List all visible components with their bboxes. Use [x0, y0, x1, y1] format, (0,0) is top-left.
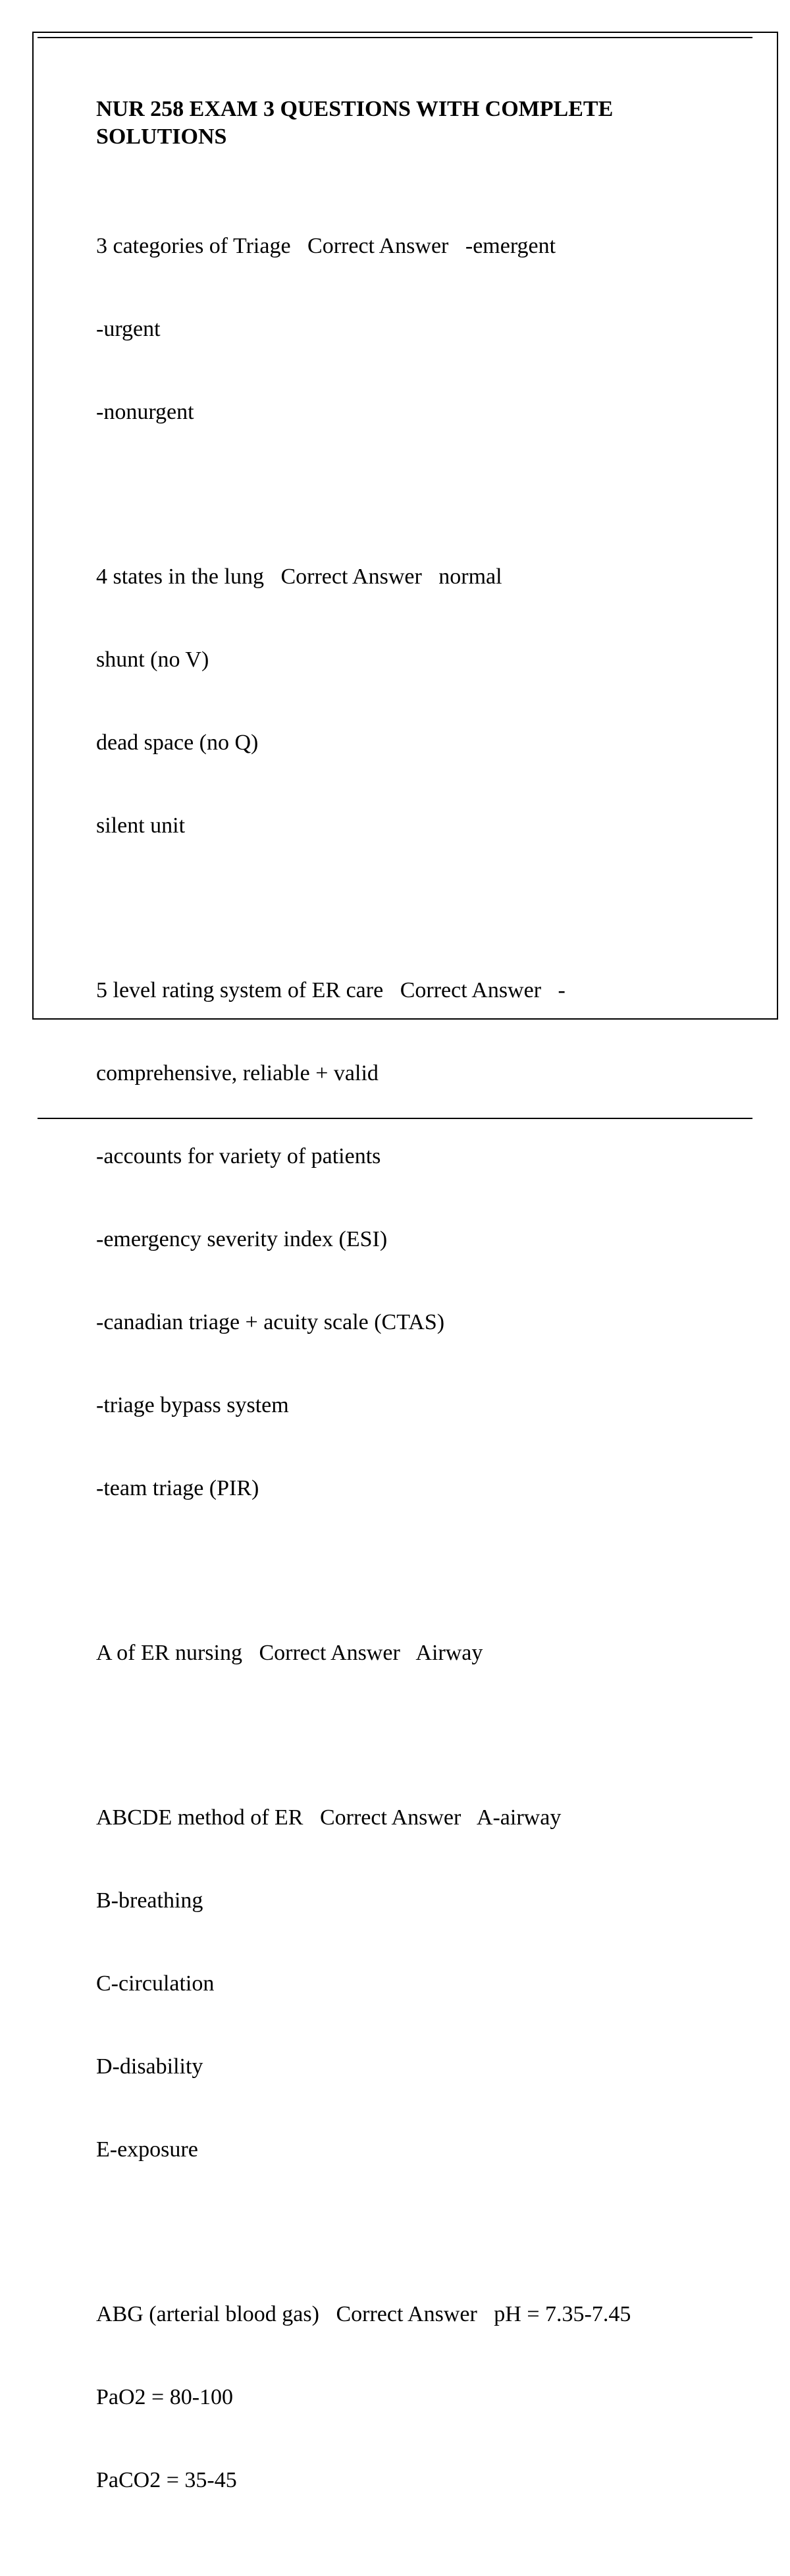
qa-line: 3 categories of Triage Correct Answer -emergent	[96, 234, 556, 258]
qa-line: -nonurgent	[96, 400, 194, 424]
qa-line: PaO2 = 80-100	[96, 2385, 234, 2409]
qa-line: ABG (arterial blood gas) Correct Answer pH = 7.35-7.45	[96, 2302, 631, 2326]
qa-line: -team triage (PIR)	[96, 1476, 259, 1500]
qa-line: -emergency severity index (ESI)	[96, 1227, 388, 1251]
bottom-rule	[38, 1118, 752, 1119]
qa-line: ABCDE method of ER Correct Answer A-airway	[96, 1805, 562, 1830]
qa-line: B-breathing	[96, 1888, 203, 1913]
qa-line: 5 level rating system of ER care Correct Answer -	[96, 978, 566, 1002]
qa-entry-lung-states	[96, 508, 689, 895]
qa-line: D-disability	[96, 2054, 203, 2079]
top-rule	[38, 37, 752, 38]
qa-line: comprehensive, reliable + valid	[96, 1061, 379, 1085]
qa-line: -canadian triage + acuity scale (CTAS)	[96, 1310, 445, 1334]
qa-line: E-exposure	[96, 2137, 198, 2162]
document-title: NUR 258 EXAM 3 QUESTIONS WITH COMPLETE SOLUTIONS	[96, 97, 614, 149]
qa-entry-er-rating-system	[96, 921, 689, 1558]
qa-line: -accounts for variety of patients	[96, 1144, 381, 1168]
qa-line: shunt (no V)	[96, 647, 209, 672]
qa-line: C-circulation	[96, 1971, 215, 1996]
qa-entry-abcde-method	[96, 1749, 689, 2219]
qa-entry-triage-categories	[96, 177, 689, 481]
qa-line: PaCO2 = 35-45	[96, 2468, 237, 2492]
document-body	[96, 96, 689, 2576]
qa-entry-a-of-er-nursing	[96, 1584, 689, 1722]
qa-line: 4 states in the lung Correct Answer normal	[96, 564, 502, 589]
qa-line: -triage bypass system	[96, 1393, 289, 1417]
qa-line: dead space (no Q)	[96, 730, 259, 755]
qa-line: A of ER nursing Correct Answer Airway	[96, 1641, 483, 1665]
qa-line: -urgent	[96, 317, 161, 341]
qa-entry-abg	[96, 2245, 689, 2550]
qa-line: silent unit	[96, 813, 186, 838]
